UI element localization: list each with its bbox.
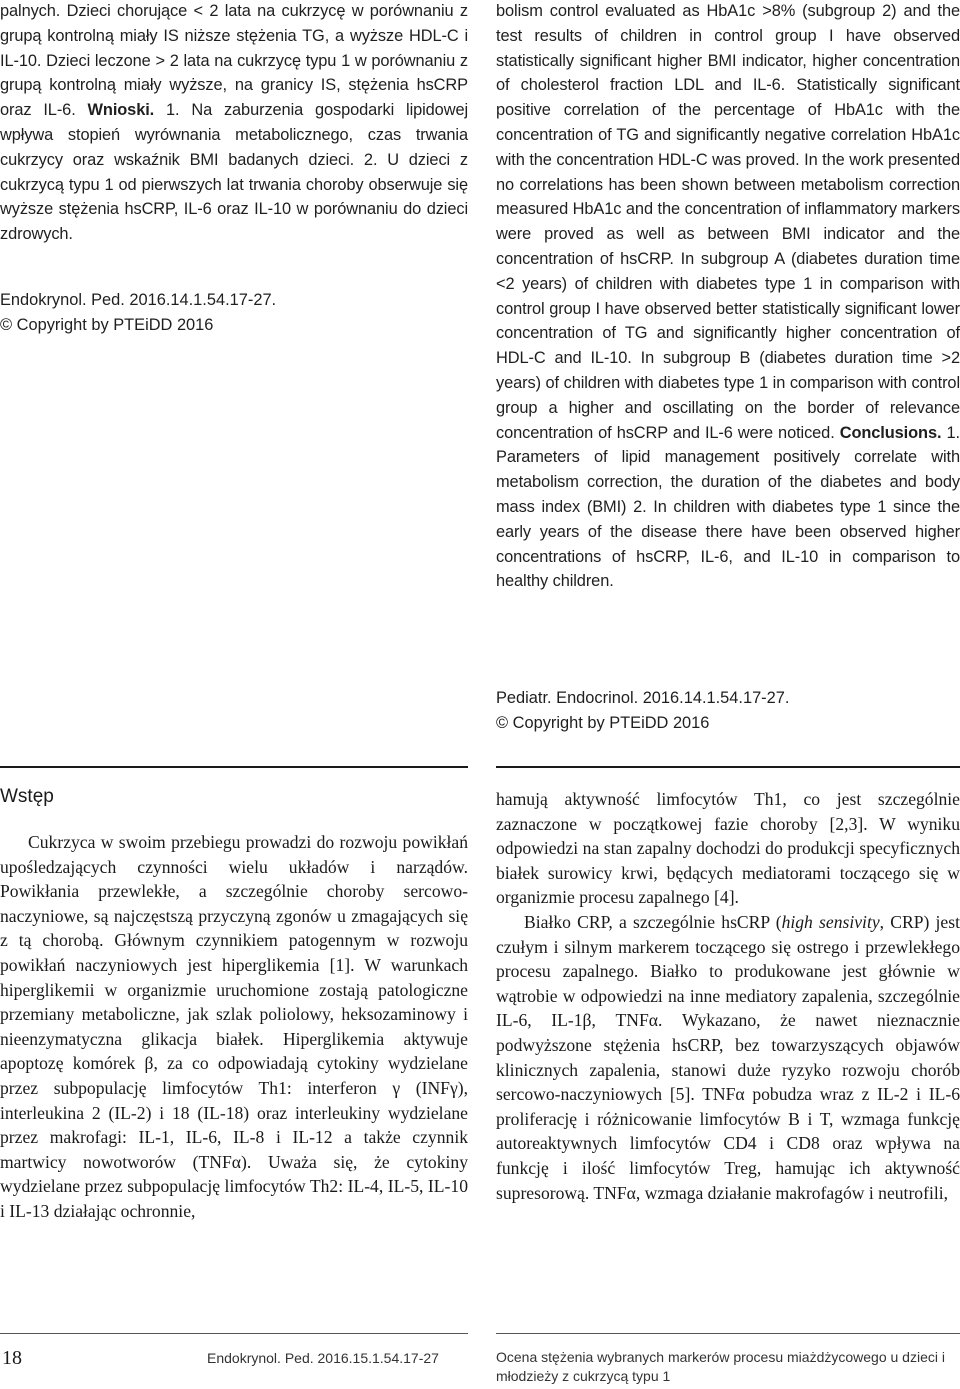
section-divider-right [496,766,960,768]
abstract-pl-text-1: palnych. Dzieci chorujące < 2 lata na cukrzycę w porównaniu z grupą kontrolną miały IS niższe stężenia TG, a wyższe HDL-C i IL-10. Dzieci leczone > 2 lata na cukrzycę typu 1 w porównaniu z grupą kontrolną miały wyższe, na granicy IS, stężenia hsCRP oraz IL-6. [0,2,468,120]
body-text: Białko CRP, a szczególnie hsCRP ( [524,911,782,932]
section-heading: Wstęp [0,786,54,807]
abstract-pl [0,0,468,247]
abstract-pl-copyright: © Copyright by PTEiDD 2016 [0,315,214,334]
abstract-pl-text-2: 1. Na zaburzenia gospodarki lipidowej wpływa stopień wyrównania metabolicznego, czas trwania cukrzycy oraz wskaźnik BMI badanych dzieci. 2. U dzieci z cukrzycą typu 1 od pierwszych lat trwania choroby obserwuje się wyższe stężenia hsCRP, IL-6 oraz IL-10 w porównaniu do dzieci zdrowych. [0,101,468,244]
body-left-column [0,830,468,1224]
body-text: , CRP) jest czułym i silnym markerem toczącego się ostrego i przewlekłego procesu zapalnego. Białko to produkowane jest głównie w wątrobie w odpowiedzi na inne mediatory zapalenia, szczególnie IL-6, IL-1β, TNFα. Wykazano, że nawet nieznacznie podwyższone stężenia hsCRP, bez towarzyszących objawów klinicznych zapalenia, stanowi duże ryzyko rozwoju chorób sercowo-naczyniowych [5]. TNFα pobudza wraz z IL-2 i IL-6 proliferację i różnicowanie limfocytów B i T, wzmaga funkcję autoreaktywnych limfocytów CD4 i CD8 oraz wpływa na funkcję i ilość limfocytów Treg, hamując ich aktywność supresorową. TNFα, wzmaga działanie makrofagów i neutrofili, [496,911,960,1203]
body-paragraph: hamują aktywność limfocytów Th1, co jest szczególnie zaznaczone w początkowej fazie choroby [2,3]. W wyniku odpowiedzi na stan zapalny dochodzi do produkcji specyficznych białek surowicy krwi, będących mediatorami toczącego się w organizmie procesu zapalnego [4]. [496,789,960,908]
abstract-en-reference [496,686,960,736]
body-paragraph [496,910,960,1205]
body-right-column [496,787,960,1205]
abstract-pl-reference [0,288,468,338]
abstract-pl-citation: Endokrynol. Ped. 2016.14.1.54.17-27. [0,291,277,309]
abstract-en-conclusions-label: Conclusions. [839,423,942,442]
abstract-pl-conclusions-label: Wnioski. [87,101,155,120]
section-divider-left [0,766,468,768]
abstract-en-copyright: © Copyright by PTEiDD 2016 [496,713,710,732]
abstract-en-text-2: 1. Parameters of lipid management positively correlate with metabolism correction, the duration of the diabetes and body mass index (BMI) 2. In children with diabetes type 1 since the early years of the disease there have been observed higher concentrations of hsCRP, IL-6, and IL-10 in comparison to healthy children. [496,423,960,591]
body-paragraph: Cukrzyca w swoim przebiegu prowadzi do rozwoju powikłań upośledzających czynności wielu układów i narządów. Powikłania przewlekłe, a szczególnie choroby sercowo-naczyniowe, są najczęstszą przyczyną zgonów u zmagających się z tą chorobą. Głównym czynnikiem patogennym w rozwoju powikłań naczyniowych jest hiperglikemia [1]. W warunkach hiperglikemii w organizmie uruchomione zostają patologiczne przemiany metaboliczne, jak szlak poliolowy, heksozaminowy i nieenzymatyczna glikacja białek. Hiperglikemia aktywuje apoptozę komórek β, za co odpowiadają cytokiny wydzielane przez subpopulację limfocytów Th1: interferon γ (INFγ), interleukina 2 (IL-2) i 18 (IL-18) oraz interleukiny wydzielane przez makrofagi: IL-1, IL-6, IL-8 i IL-12 a także czynnik martwicy nowotworów (TNFα). Uważa się, że cytokiny wydzielane przez subpopulację limfocytów Th2: IL-4, IL-5, IL-10 i IL-13 działając ochronnie, [0,832,468,1221]
running-title: Ocena stężenia wybranych markerów procesu miażdżycowego u dzieci i młodzieży z cukrzycą typu 1 [496,1349,945,1384]
abstract-en [496,0,960,594]
page-number: 18 [2,1347,22,1369]
footer-rule-right [496,1333,960,1334]
footer-rule-left [0,1333,468,1334]
body-text-italic: high sensivity [781,911,880,932]
journal-reference: Endokrynol. Ped. 2016.15.1.54.17-27 [207,1350,439,1366]
abstract-en-citation: Pediatr. Endocrinol. 2016.14.1.54.17-27. [496,689,790,707]
abstract-en-text-1: bolism control evaluated as HbA1c >8% (subgroup 2) and the test results of children in control group I have observed statistically significant higher BMI indicator, higher concentration of cholesterol fraction LDL and IL-6. Statistically significant positive correlation of the percentage of HbA1c with the concentration of TG and significantly negative correlation HbA1c with the concentration HDL-C was proved. In the work presented no correlations has been shown between metabolism correction measured HbA1c and the concentration of inflammatory markers were proved as well as between BMI indicator and the concentration of hsCRP. In subgroup A (diabetes duration time <2 years) of children with diabetes type 1 in comparison with control group I have observed better statistically significant lower concentration of TG and significantly higher concentration of HDL-C and IL-10. In subgroup B (diabetes duration time >2 years) of children with diabetes type 1 in comparison with control group a higher and oscillating on the border of relevance concentration of hsCRP and IL-6 were noticed. [496,2,960,442]
